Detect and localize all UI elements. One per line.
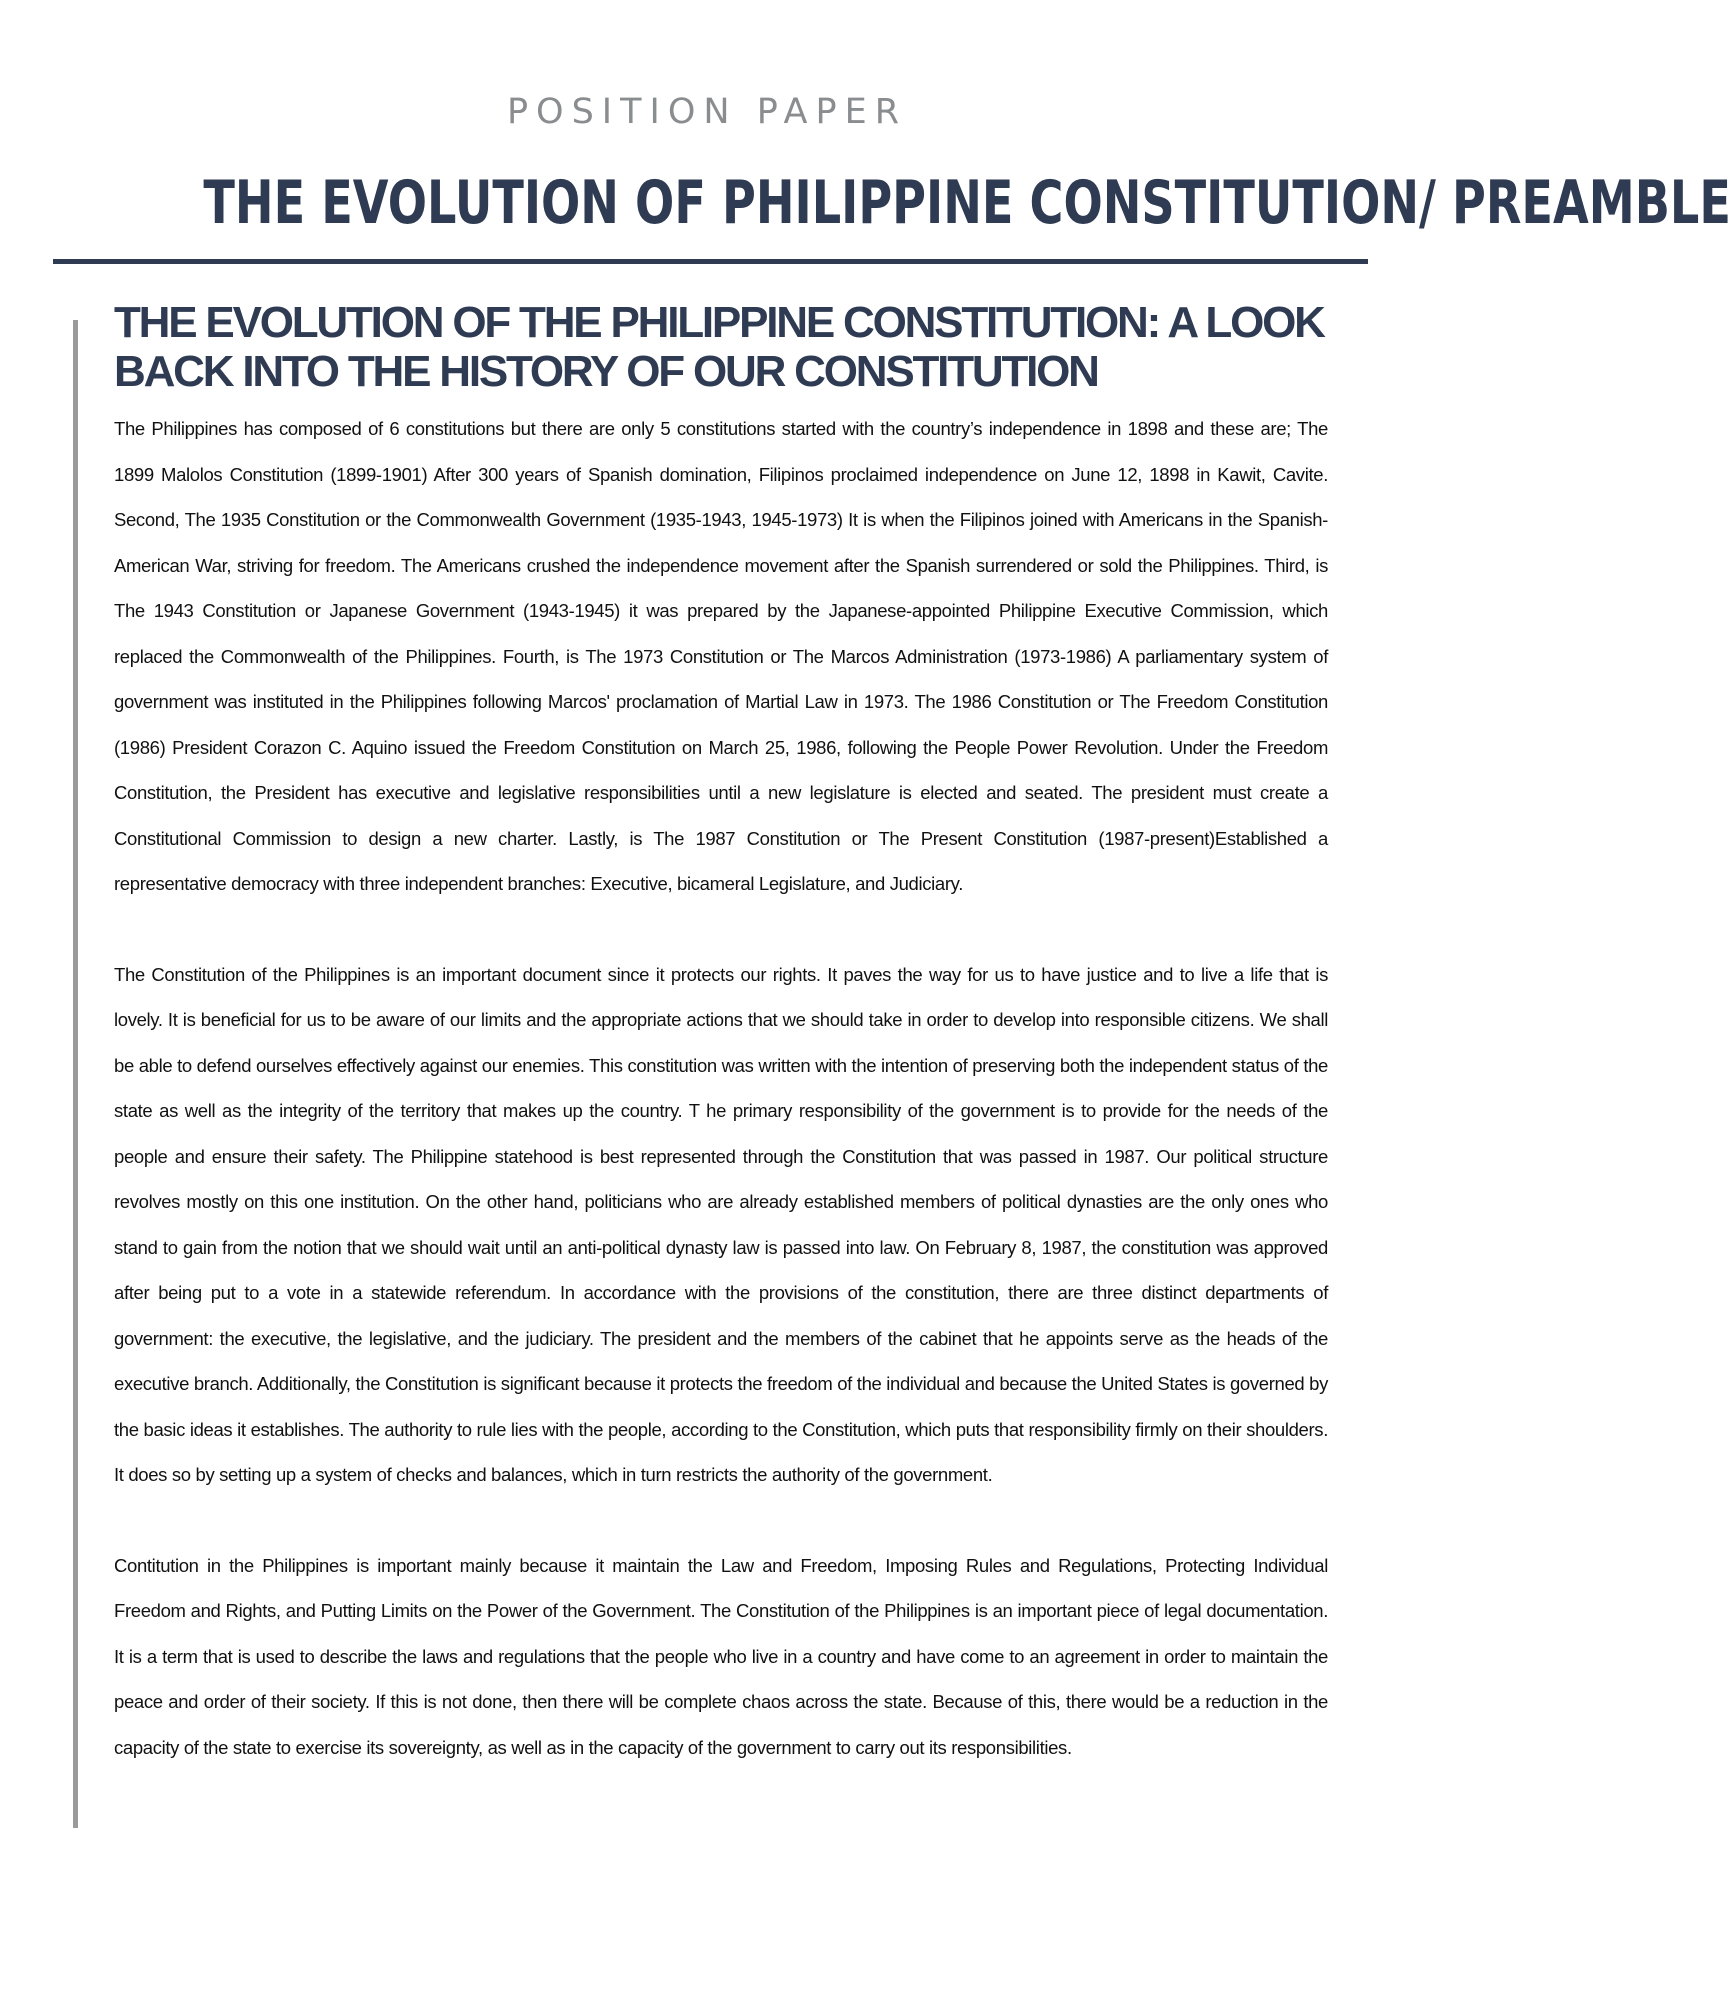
section-heading-bold: THE EVOLUTION OF THE PHILIPPINE CONSTITUTION: [114,298,1160,347]
document-title: THE EVOLUTION OF PHILIPPINE CONSTITUTION/ PREAMBLE [203,168,1731,238]
paragraph-conclusion: Contitution in the Philippines is important mainly because it maintain the Law and Freedom, Imposing Rules and Regulations, Protecting Individual Freedom and Rights, and Putting Limits on the Power of the Government. The Constitution of the Philippines is an important piece of legal documentation. It is a term that is used to describe the laws and regulations that the people who live in a country and have come to an agreement in order to maintain the peace and order of their society. If this is not done, then there will be complete chaos across the state. Because of this, there would be a reduction in the capacity of the state to exercise its sovereignty, as well as in the capacity of the government to carry out its responsibilities. [114,1554,1328,1758]
paragraph-importance: The Constitution of the Philippines is an important document since it protects our rights. It paves the way for us to have justice and to live a life that is lovely. It is beneficial for us to be aware of our limits and the appropriate actions that we should take in order to develop into responsible citizens. We shall be able to defend ourselves effectively against our enemies. This constitution was written with the intention of preserving both the independent status of the state as well as the integrity of the territory that makes up the country. T he primary responsibility of the government is to provide for the needs of the people and ensure their safety. The Philippine statehood is best represented through the Constitution that was passed in 1987. Our political structure revolves mostly on this one institution. On the other hand, politicians who are already established members of political dynasties are the only ones who stand to gain from the notion that we should wait until an anti-political dynasty law is passed into law. On February 8, 1987, the constitution was approved after being put to a vote in a statewide referendum. In accordance with the provisions of the constitution, there are three distinct departments of government: the executive, the legislative, and the judiciary. The president and the members of the cabinet that he appoints serve as the heads of the executive branch. Additionally, the Constitution is significant because it protects the freedom of the individual and because the United States is governed by the basic ideas it establishes. The authority to rule lies with the people, according to the Constitution, which puts that responsibility firmly on their shoulders. It does so by setting up a system of checks and balances, which in turn restricts the authority of the government. [114,963,1328,1485]
section-heading [114,298,1328,396]
title-divider [53,259,1368,264]
section-content [114,298,1328,1770]
paragraph-history: The Philippines has composed of 6 constitutions but there are only 5 constitutions started with the country’s independence in 1898 and these are; The 1899 Malolos Constitution (1899-1901) After 300 years of Spanish domination, Filipinos proclaimed independence on June 12, 1898 in Kawit, Cavite. Second, The 1935 Constitution or the Commonwealth Government (1935-1943, 1945-1973) It is when the Filipinos joined with Americans in the Spanish-American War, striving for freedom. The Americans crushed the independence movement after the Spanish surrendered or sold the Philippines. Third, is The 1943 Constitution or Japanese Government (1943-1945) it was prepared by the Japanese-appointed Philippine Executive Commission, which replaced the Commonwealth of the Philippines. Fourth, is The 1973 Constitution or The Marcos Administration (1973-1986) A parliamentary system of government was instituted in the Philippines following Marcos' proclamation of Martial Law in 1973. The 1986 Constitution or The Freedom Constitution (1986) President Corazon C. Aquino issued the Freedom Constitution on March 25, 1986, following the People Power Revolution. Under the Freedom Constitution, the President has executive and legislative responsibilities until a new legislature is elected and seated. The president must create a Constitutional Commission to design a new charter. Lastly, is The 1987 Constitution or The Present Constitution (1987-present)Established a representative democracy with three independent branches: Executive, bicameral Legislature, and Judiciary. [114,418,1328,894]
section-heading-light: A LOOK BACK INTO THE HISTORY OF OUR CONSTITUTION [114,298,1324,396]
section-side-rule [73,320,78,1828]
document-label: POSITION PAPER [506,92,908,132]
